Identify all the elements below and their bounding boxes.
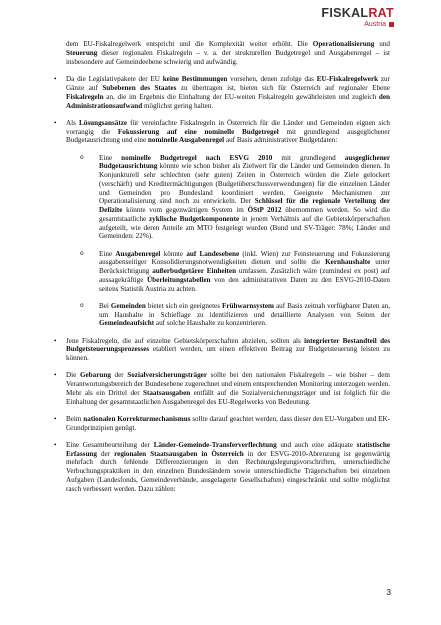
- bullet-text: Eine Gesamtbeurteilung der Länder-Gemeinde-Transferverflechtung und auch eine adäquate statistische Erfassung der regionalen Staatsausgaben in Österreich in der ESVG-2010-Abrenzung ist gegenwärtig mehrfach durch fehlende Differenzierungen in den Rechnungslegungsvorschriften, unterschiedliche Verbuchungspraktiken in den einzelnen Bundesländern sowie unterschiedliche Trägerschaften bei einzelnen Aufgaben (Landesfonds, Gemeindeverbände, ausgelagerte Gesellschaften) eingeschränkt und sollte möglichst rasch verbessert werden. Dazu zählen:: [66, 440, 390, 493]
- subitem-expenditure-rule: [66, 250, 390, 294]
- bullet-text: Die Gebarung der Sozialversicherungsträger sollte bei den nationalen Fiskalregeln – wie bisher – dem Verantwortungsbereich der Bundesebene zugerechnet und einem entsprechenden Monitoring unterzogen werden. Mehr als ein Drittel der Staatsausgaben entfällt auf die Sozialversicherungsträger und ist folglich für die Einhaltung der gesamtstaatlichen Ausgabenregel des EU-Regelwerks von Bedeutung.: [66, 371, 390, 406]
- bullet-item-solutions: [54, 119, 390, 328]
- bullet-text: Da die Legislativpakete der EU keine Bestimmungen vorsehen, denen zufolge das EU-Fiskalregelwerk zur Gänze auf Subebenen des Staates zu übertragen ist, bieten sich für Österreich auf regionaler Ebene Fiskalregeln an, die im Ergebnis die Einhaltung der EU-weiten Fiskalregeln gewährleisten und zugleich den Administrationsaufwand möglichst gering halten.: [66, 75, 390, 110]
- logo-brand-part1: FISKAL: [321, 6, 369, 20]
- page-number: 3: [386, 588, 391, 597]
- bullet-item-transfers: [54, 441, 390, 494]
- bullet-icon: •: [54, 440, 57, 449]
- bullet-icon: •: [54, 336, 57, 345]
- logo-brand-part2: RAT: [368, 6, 394, 20]
- subitem-text: Bei Gemeinden bietet sich ein geeignetes Frühwarnsystem auf Basis zeitnah verfügbarer Daten an, um Haushalte in Schieflage zu identifizieren und detaillierte Analysen von Seiten der Gemeindeaufsicht auf solche Haushalte zu konzentrieren.: [99, 301, 390, 328]
- logo-country-line: [321, 20, 394, 29]
- subitem-text: Eine Ausgabenregel könnte auf Landesebene (inkl. Wien) zur Feinsteuerung und Fokussierung ausgabenseitiger Konsolidierungsnotwendigkeiten dienen und sollte die Kernhaushalte unter Berücksichtigung außerbudgetärer Einheiten umfassen. Zusätzlich wäre (zumindest ex post) auf aussagekräftige Überleitungstabellen von den administrativen Daten zu den ESVG-2010-Daten seitens Statistik Austria zu achten.: [99, 249, 390, 293]
- bullet-icon: •: [54, 118, 57, 127]
- bullet-text: Als Lösungsansätze für vereinfachte Fiskalregeln in Österreich für die Länder und Gemeinden eignen sich vorrangig die Fokussierung auf eine nominelle Budgetregel mit grundlegend ausgeglichener Budgetausrichtung und eine nominelle Ausgabenregel auf Basis administrativer Budgetdaten:: [66, 118, 390, 145]
- bullet-text: Jene Fiskalregeln, die auf einzelne Gebietskörperschaften abzielen, sollten als integrierter Bestandteil des Budgetsteuerungsprozesses etabliert werden, um einen effektiven Beitrag zur Budgetsteuerung leisten zu können.: [66, 336, 391, 362]
- sub-bullet-icon: o: [80, 249, 84, 257]
- subitem-text: Eine nominelle Budgetregel nach ESVG 2010 mit grundlegend ausgeglichener Budgetausrichtung könnte wie schon bisher als Zielwert für die Länder und Gemeinden dienen. In Konjunkturell sehr schlechten (sehr guten) Zeiten in Österreich würden die Ziele gelockert (verschärft) und Kreditermächtigungen (Budgetüberschussverwendungen) für die einzelnen Länder und Gemeinden pro Bundesland koordiniert werden. Geeignete Mechanismen zur Operationalisierung sind noch zu entwickeln. Der Schlüssel für die regionale Verteilung der Defizite könnte vom gegenwärtigen System im ÖStP 2012 übernommen werden. So wird die gesamtstaatliche zyklische Budgetkomponente in jenem Verhältnis auf die Gebietskörperschaften aufgeteilt, wie deren Anteile am MTO festgelegt wurden (Bund und SV-Träger: 78%; Länder und Gemeinden: 22%).: [99, 153, 391, 241]
- fiskalrat-logo: [321, 7, 394, 29]
- bullet-icon: •: [54, 75, 57, 84]
- subitem-budget-rule: [66, 154, 390, 242]
- sub-bullet-icon: o: [80, 153, 84, 161]
- bullet-item-correction-mechanism: [54, 415, 390, 433]
- bullet-item-legislative-packages: [54, 75, 390, 110]
- bullet-text: Beim nationalen Korrekturmechanismus sollte darauf geachtet werden, dass dieser den EU-Vorgaben und EK-Grundprinzipien genügt.: [66, 414, 390, 432]
- logo-square-icon: [389, 22, 394, 27]
- logo-brand: [321, 7, 394, 20]
- body-text: [54, 40, 390, 502]
- subitem-municipalities: [66, 302, 390, 328]
- bullet-item-social-security: [54, 371, 390, 406]
- continued-paragraph: dem EU-Fiskalregelwerk entspricht und die Komplexität weiter erhöht. Die Operationalisierung und Steuerung dieser regionalen Fiskalregeln – v. a. der strukturellen Budgetregel und Ausgabenregel – ist insbesondere auf Gemeindeebene schwierig und aufwändig.: [66, 40, 391, 66]
- sub-bullet-icon: o: [80, 301, 84, 309]
- logo-country: Austria: [364, 21, 386, 28]
- bullet-item-integration: [54, 337, 390, 363]
- bullet-icon: •: [54, 371, 57, 380]
- bullet-icon: •: [54, 414, 57, 423]
